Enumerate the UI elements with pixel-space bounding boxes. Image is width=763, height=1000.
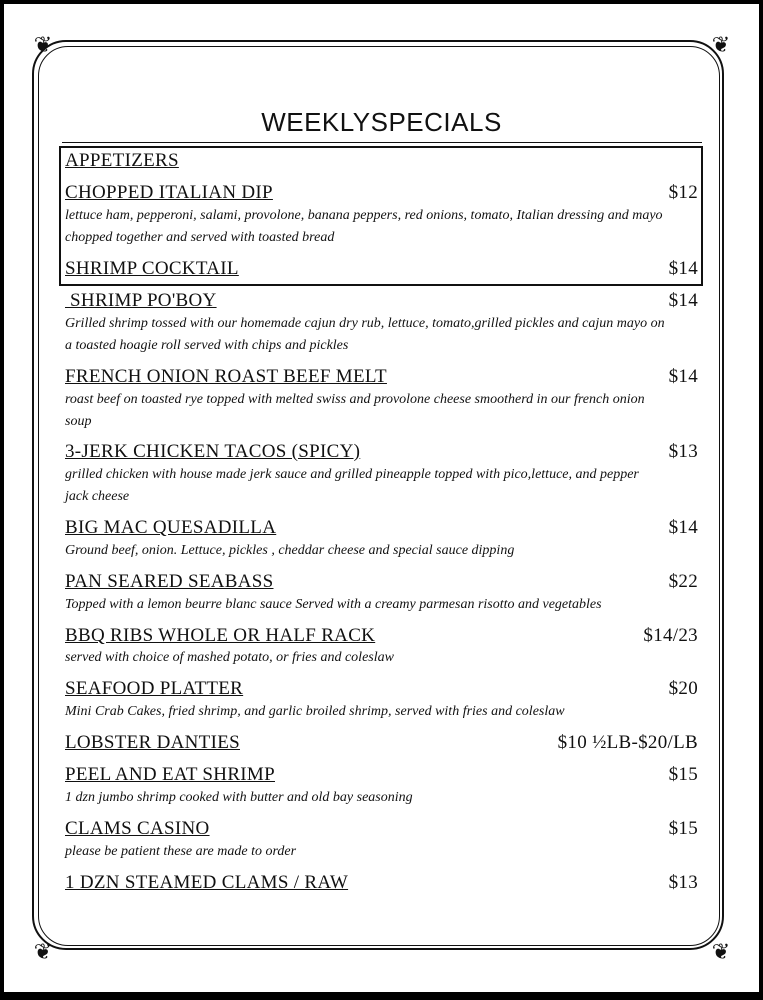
menu-item-price: $15 xyxy=(668,818,698,839)
menu-item-price: $12 xyxy=(668,182,698,203)
menu-item-price: $14/23 xyxy=(643,625,698,646)
menu-item-description: grilled chicken with house made jerk sauce and grilled pineapple topped with pico,lettuce, and pepper jack cheese xyxy=(65,467,639,504)
menu-item-description: 1 dzn jumbo shrimp cooked with butter and old bay seasoning xyxy=(65,790,413,805)
menu-item-price: $20 xyxy=(668,678,698,699)
floral-ornament-icon: ❦ xyxy=(33,33,53,58)
menu-item-price: $13 xyxy=(668,872,698,893)
menu-item-price: $13 xyxy=(668,441,698,462)
menu-item-price: $14 xyxy=(668,366,698,387)
menu-item-description: Topped with a lemon beurre blanc sauce Served with a creamy parmesan risotto and vegetables xyxy=(65,597,602,612)
menu-item-name: CLAMS CASINO xyxy=(65,818,210,839)
menu-item-name: FRENCH ONION ROAST BEEF MELT xyxy=(65,366,387,387)
menu-item-name: SEAFOOD PLATTER xyxy=(65,678,244,699)
menu-item-name: 3-JERK CHICKEN TACOS (SPICY) xyxy=(65,441,361,462)
menu-item-price: $14 xyxy=(668,290,698,311)
appetizers-heading: APPETIZERS xyxy=(65,150,179,171)
menu-item-description: lettuce ham, pepperoni, salami, provolone, banana peppers, red onions, tomato, Italian dressing and mayo chopped together and served with toasted bread xyxy=(65,208,663,245)
menu-item-name: PEEL AND EAT SHRIMP xyxy=(65,764,275,785)
menu-item-name: SHRIMP COCKTAIL xyxy=(65,258,239,279)
menu-item-description: roast beef on toasted rye topped with melted swiss and provolone cheese smootherd in our french onion soup xyxy=(65,392,645,429)
page-title: WEEKLYSPECIALS xyxy=(261,107,502,137)
menu-item-description: please be patient these are made to order xyxy=(65,844,297,859)
menu-item-price: $22 xyxy=(668,571,698,592)
menu-item-name: 1 DZN STEAMED CLAMS / RAW xyxy=(65,872,349,893)
menu-item-price: $14 xyxy=(668,258,698,279)
menu-item-name: LOBSTER DANTIES xyxy=(65,732,240,753)
menu-item-description: Ground beef, onion. Lettuce, pickles , cheddar cheese and special sauce dipping xyxy=(65,543,515,558)
menu-item-description: Grilled shrimp tossed with our homemade cajun dry rub, lettuce, tomato,grilled pickles and cajun mayo on a toasted hoagie roll served with chips and pickles xyxy=(65,316,665,353)
floral-ornament-icon: ❦ xyxy=(711,33,731,58)
title-divider xyxy=(62,142,702,143)
menu-item-name: BIG MAC QUESADILLA xyxy=(65,517,277,538)
menu-item-name: BBQ RIBS WHOLE OR HALF RACK xyxy=(65,625,376,646)
menu-item-price: $15 xyxy=(668,764,698,785)
menu-item-price: $10 ½LB-$20/LB xyxy=(557,732,698,753)
menu-item-price: $14 xyxy=(668,517,698,538)
menu-item-name: CHOPPED ITALIAN DIP xyxy=(65,182,273,203)
menu-item-description: served with choice of mashed potato, or fries and coleslaw xyxy=(65,650,394,665)
menu-item-description: Mini Crab Cakes, fried shrimp, and garlic broiled shrimp, served with fries and coleslaw xyxy=(65,704,565,719)
menu-item-name: PAN SEARED SEABASS xyxy=(65,571,274,592)
floral-ornament-icon: ❦ xyxy=(33,940,53,965)
floral-ornament-icon: ❦ xyxy=(711,940,731,965)
menu-item-name: SHRIMP PO'BOY xyxy=(65,290,217,311)
